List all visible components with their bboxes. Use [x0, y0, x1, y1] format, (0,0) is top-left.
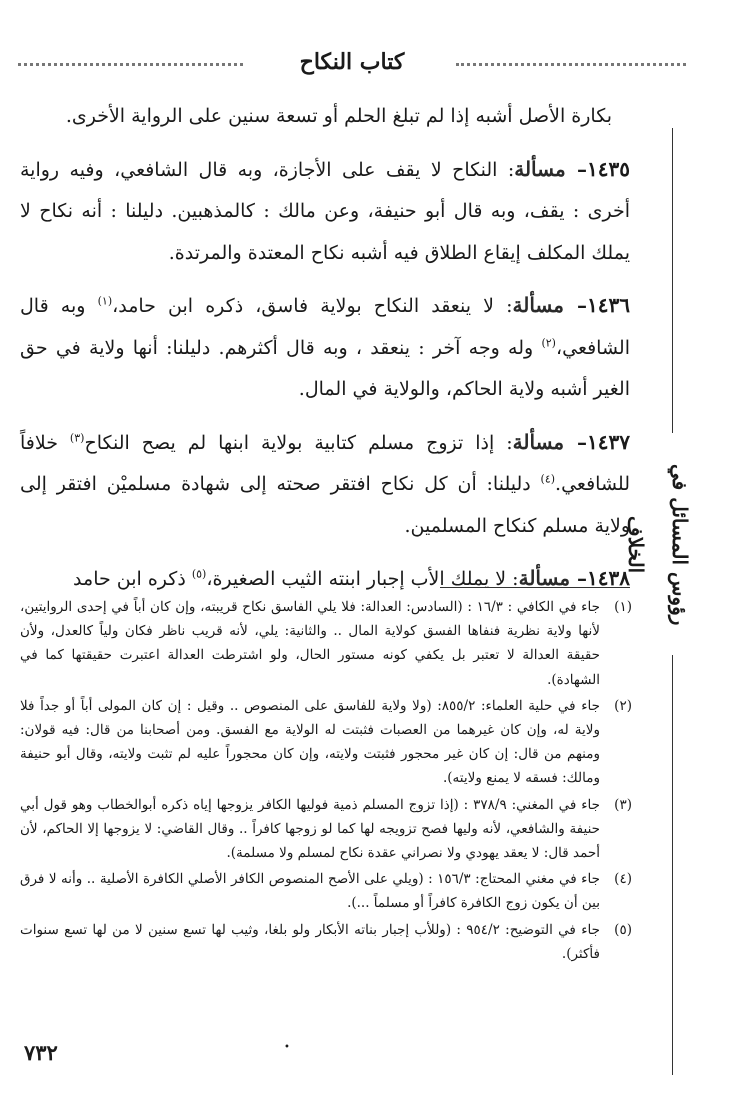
footnote: [20, 793, 632, 866]
issue-paragraph-1435: [20, 149, 630, 275]
footnote-text: جاء في حلية العلماء: ٨٥٥/٢: (ولا ولاية للفاسق على المنصوص .. وقيل : إن كان المولى أباً أو جداً فلا ولاية له، وإن كان غيرهما من العصبات فثبتت له الولاية مع الفسق. ومن أصحابنا من قال: فيه قولان: ومنهم من قال: إن كان غير محجور فثبتت ولايته، وإن كان محجوراً عليه لم تثبت ولايته، وقال أبو حنيفة ومالك: فسقه لا يمنع ولايته).: [20, 697, 601, 787]
header-rule-right: [456, 63, 686, 66]
footnote-number: (٥): [614, 921, 632, 938]
issue-text: : لا ينعقد النكاح بولاية فاسق، ذكره ابن حامد،: [112, 295, 513, 317]
issue-paragraph-1436: [20, 285, 630, 411]
footnote-ref[interactable]: (١): [97, 294, 113, 308]
issue-paragraph-1437: [20, 422, 630, 548]
issue-text: : النكاح لا يقف على الأجازة، وبه قال الشافعي، وفيه رواية أخرى : يقف، وبه قال أبو حنيفة، وعن مالك : كالمذهبين. دليلنا : أنه نكاح لا يملك المكلف إيقاع الطلاق فيه أشبه نكاح المعتدة والمرتدة.: [20, 158, 630, 264]
footnote-ref[interactable]: (٥): [191, 567, 207, 581]
main-text: [20, 96, 630, 612]
footnote-text: جاء في الكافي : ١٦/٣ : (السادس: العدالة: فلا يلي الفاسق نكاح قريبته، وإن كان أباً في إحدى الروايتين، لأنها ولاية نظرية فنفاها الفسق كولاية المال .. والثانية: يلي، لأنه قريب ناظر فكان ولياً كالعدل، ولأن حقيقة العدالة لا تعتبر بل يكفي كونه مستور الحال، ولو اشترطت العدالة اعتبرت حقيقتها كما في الشهادة).: [20, 599, 600, 688]
issue-text: : إذا تزوج مسلم كتابية بولاية ابنها لم يصح النكاح: [84, 431, 513, 454]
issue-label: مسألة: [514, 156, 566, 181]
sidebar-rule-bottom: [672, 655, 673, 1075]
page-number: ٧٣٢: [24, 1040, 58, 1065]
issue-text: خلافاً للشافعي.: [20, 431, 630, 495]
print-mark: •: [284, 1042, 290, 1053]
issue-number: ١٤٣٧–: [564, 429, 630, 454]
issue-text: دليلنا: أن كل نكاح افتقر صحته إلى شهادة مسلميْن افتقر إلى ولاية مسلم كنكاح المسلمين.: [20, 473, 630, 537]
footnote-number: (١): [614, 599, 632, 615]
footnote: [20, 595, 632, 692]
footnotes: [20, 595, 632, 968]
footnote-text: جاء في مغني المحتاج: ١٥٦/٣ : (ويلي على الأصح المنصوص الكافر الأصلي الكافرة الأصلية .. وأنه لا فرق بين أن يكون زوج الكافرة كافراً أو مسلماً ...).: [20, 871, 600, 912]
issue-text: : لا يملك الأب إجبار ابنته الثيب الصغيرة،: [206, 568, 519, 590]
chapter-title: كتاب النكاح: [299, 49, 405, 75]
issue-text: وبه قال الشافعي،: [20, 295, 630, 359]
issue-label: مسألة: [512, 293, 564, 317]
footnote: [20, 867, 632, 915]
footnote-ref[interactable]: (٤): [540, 472, 556, 486]
footnote-separator: [440, 587, 630, 588]
paragraph-continuation: [20, 96, 630, 138]
footnote-text: جاء في المغني: ٣٧٨/٩ : (إذا تزوج المسلم ذمية فوليها الكافر يزوجها إياه ذكره أبوالخطاب وهو قول أبي حنيفة والشافعي، لأنه وليها فصح تزويجه لها كما لو زوجها كافراً .. وقال القاضي: لا يزوجها إلا الحاكم، لأن أحمد قال: لا يعقد يهودي ولا نصراني عقدة نكاح لمسلم ولا مسلمة).: [20, 796, 600, 862]
page-header: [18, 42, 686, 86]
footnote-ref[interactable]: (٣): [69, 431, 85, 445]
book-title-vertical: رؤوس المسائل في الخلاف: [624, 464, 692, 626]
issue-label: مسألة: [518, 566, 571, 590]
footnote-ref[interactable]: (٢): [541, 336, 556, 350]
footnote-number: (٣): [614, 796, 632, 813]
issue-text: وله وجه آخر : ينعقد ، وبه قال أكثرهم. دليلنا: أنها ولاية في حق الغير أشبه ولاية الحاكم، والولاية في المال.: [20, 336, 630, 400]
footnote-number: (٤): [614, 871, 632, 888]
issue-number: ١٤٣٨–: [570, 566, 630, 590]
issue-text: ذكره ابن حامد: [73, 568, 192, 590]
sidebar-rule-top: [672, 128, 673, 433]
paragraph-text: بكارة الأصل أشبه إذا لم تبلغ الحلم أو تسعة سنين على الرواية الأخرى.: [65, 105, 612, 127]
footnote-text: جاء في التوضيح: ٩٥٤/٢ : (وللأب إجبار بناته الأبكار ولو بلغا، وثيب لها تسع سنين لا من لها تسع سنوات فأكثر).: [20, 921, 600, 962]
issue-label: مسألة: [512, 429, 565, 454]
footnote: [20, 918, 632, 966]
footnote-number: (٢): [614, 697, 632, 714]
issue-number: ١٤٣٥–: [565, 156, 631, 181]
footnote: [20, 694, 632, 791]
issue-number: ١٤٣٦–: [563, 293, 630, 317]
